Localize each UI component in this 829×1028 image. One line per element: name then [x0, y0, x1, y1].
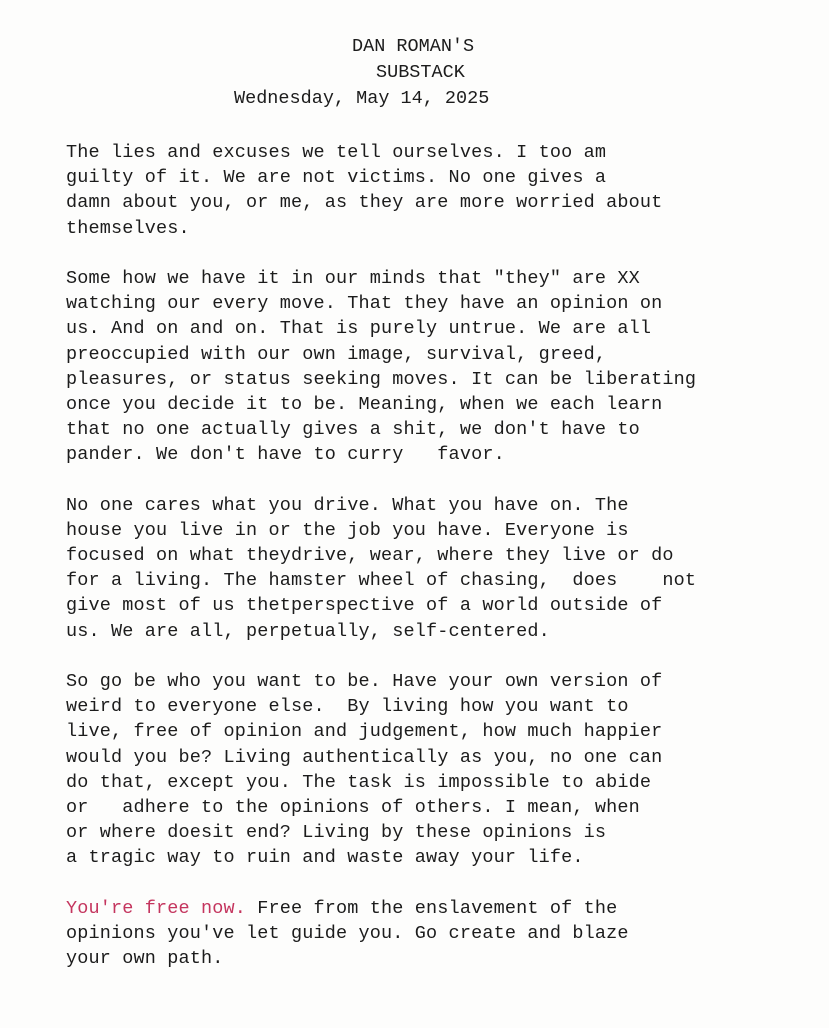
text-line: do that, except you. The task is impossible to abide	[66, 771, 652, 793]
text-line: your own path.	[66, 948, 224, 969]
text-line: for a living. The hamster wheel of chasing, does not	[66, 570, 697, 592]
text-line: themselves.	[66, 217, 190, 239]
paragraph	[66, 266, 816, 468]
closing-paragraph	[66, 896, 816, 972]
text-line: weird to everyone else. By living how you want to	[66, 696, 629, 718]
text-line: or adhere to the opinions of others. I mean, when	[66, 796, 640, 818]
text-line: would you be? Living authentically as you, no one can	[66, 746, 663, 768]
author-title: DAN ROMAN'S	[352, 36, 475, 57]
text-line: once you decide it to be. Meaning, when we each learn	[66, 393, 663, 415]
text-line: live, free of opinion and judgement, how much happier	[66, 721, 663, 743]
text-line: damn about you, or me, as they are more worried about	[66, 192, 663, 214]
text-line: pander. We don't have to curry favor.	[66, 444, 505, 466]
publication-title: SUBSTACK	[376, 62, 465, 83]
text-line: pleasures, or status seeking moves. It can be liberating	[66, 368, 697, 390]
paragraph	[66, 669, 816, 871]
publication-date: Wednesday, May 14, 2025	[234, 88, 490, 109]
text-line: Some how we have it in our minds that "they" are XX	[66, 267, 640, 289]
paragraph	[66, 140, 816, 241]
text-line: us. And on and on. That is purely untrue. We are all	[66, 318, 652, 340]
text-line: house you live in or the job you have. Everyone is	[66, 519, 629, 541]
essay-body	[66, 140, 816, 996]
text-line: focused on what theydrive, wear, where they live or do	[66, 545, 674, 566]
text-line: opinions you've let guide you. Go create and blaze	[66, 922, 629, 944]
paragraph	[66, 493, 816, 644]
text-line: No one cares what you drive. What you have on. The	[66, 494, 629, 516]
closing-line-rest: Free from the enslavement of the	[246, 897, 618, 919]
masthead	[0, 34, 829, 112]
text-line: preoccupied with our own image, survival, greed,	[66, 343, 607, 365]
text-line: The lies and excuses we tell ourselves. I too am	[66, 142, 607, 163]
text-line: guilty of it. We are not victims. No one gives a	[66, 167, 607, 189]
text-line: watching our every move. That they have an opinion on	[66, 293, 663, 315]
text-line: that no one actually gives a shit, we don't have to	[66, 419, 640, 441]
text-line: So go be who you want to be. Have your own version of	[66, 670, 663, 692]
text-line: us. We are all, perpetually, self-centered.	[66, 620, 550, 642]
highlighted-phrase: You're free now.	[66, 897, 247, 919]
text-line: a tragic way to ruin and waste away your life.	[66, 847, 584, 869]
text-line: or where doesit end? Living by these opinions is	[66, 822, 607, 844]
text-line: give most of us thetperspective of a world outside of	[66, 595, 663, 617]
text-line	[66, 896, 816, 921]
